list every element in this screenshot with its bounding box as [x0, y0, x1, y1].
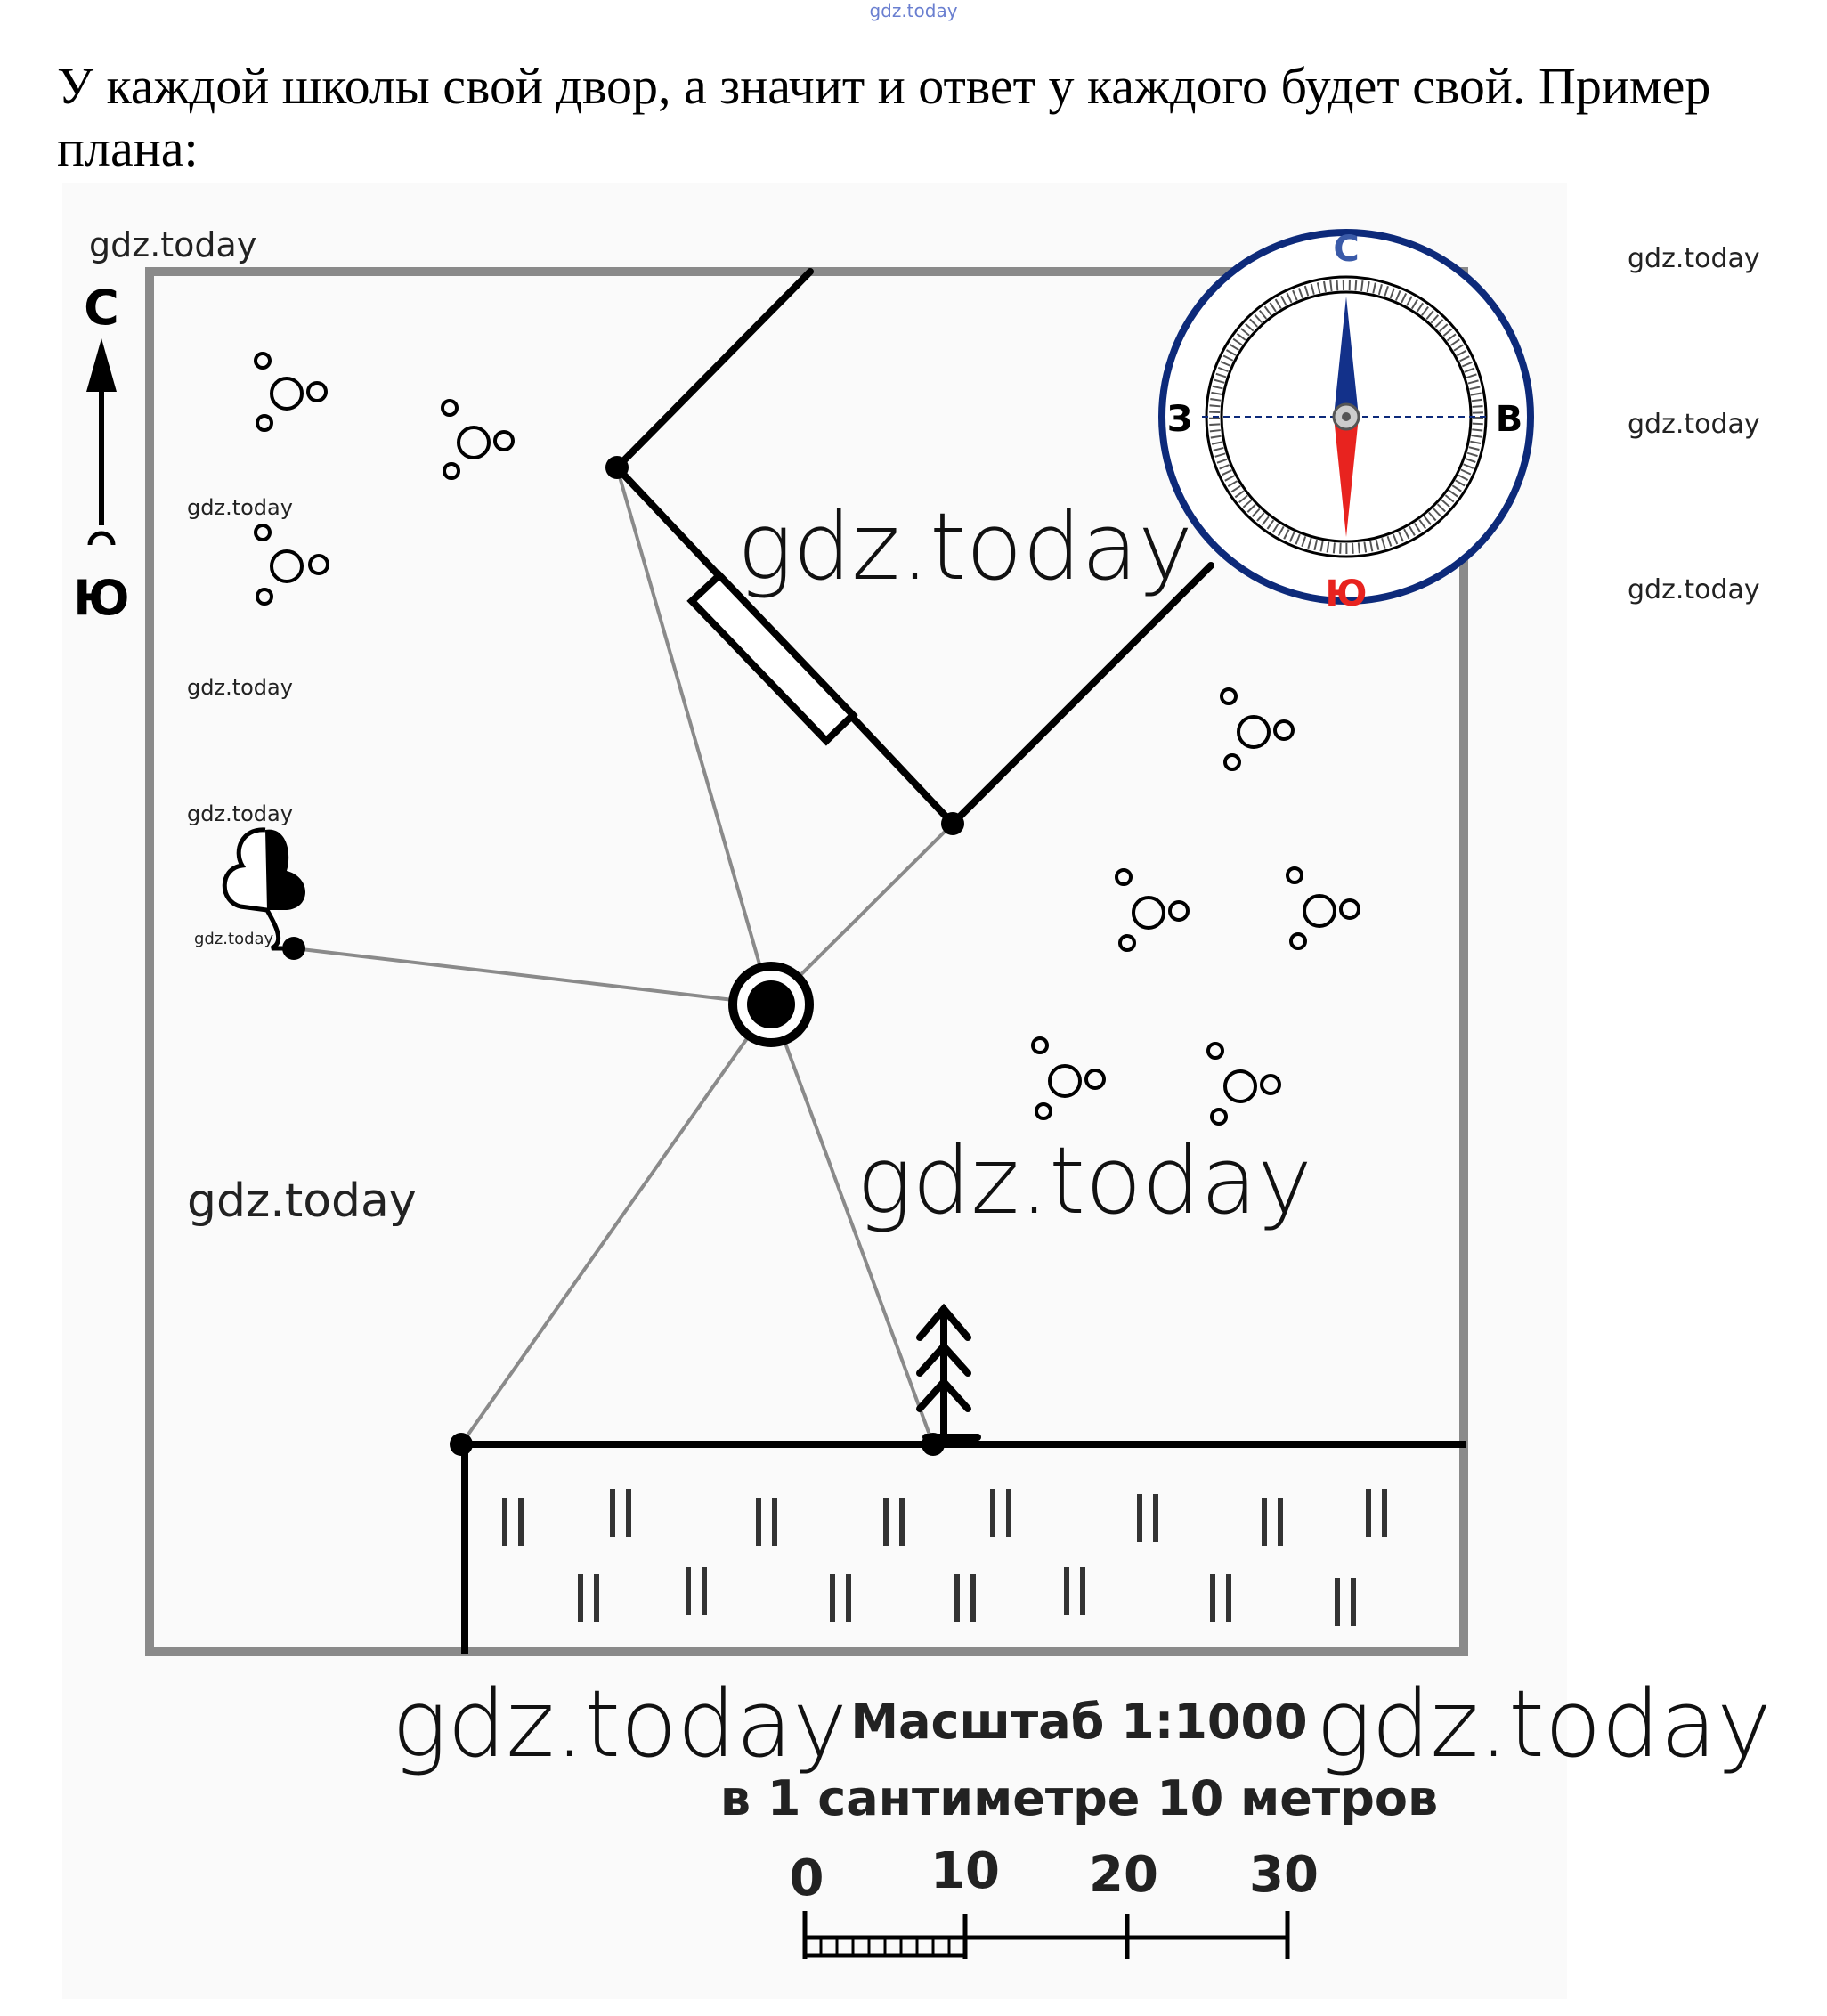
watermark: gdz.today: [857, 1126, 1312, 1235]
watermark: gdz.today: [187, 801, 293, 826]
watermark: gdz.today: [187, 495, 293, 520]
scale-tick-label: 10: [930, 1842, 1000, 1900]
watermark: gdz.today: [1316, 1670, 1772, 1778]
observation-point: [733, 966, 809, 1043]
compass-label-w: З: [1166, 399, 1193, 440]
scale-tick-label: 30: [1249, 1846, 1319, 1904]
watermark: gdz.today: [1628, 574, 1760, 606]
scale-tick-label: 20: [1089, 1846, 1158, 1904]
watermark: gdz.today: [392, 1670, 848, 1778]
watermark: gdz.today: [1628, 409, 1760, 440]
north-arrow-label-s: Ю: [73, 570, 130, 626]
watermark: gdz.today: [194, 930, 274, 948]
watermark: gdz.today: [1628, 243, 1760, 274]
north-arrow-label-n: С: [84, 280, 119, 336]
scale-subtitle: в 1 сантиметре 10 метров: [719, 1770, 1439, 1826]
scale-title: Масштаб 1:1000: [850, 1694, 1308, 1750]
compass-label-e: В: [1495, 399, 1523, 440]
top-watermark: gdz.today: [869, 0, 958, 21]
watermark: gdz.today: [187, 1175, 417, 1228]
watermark: gdz.today: [187, 675, 293, 700]
page-heading: У каждой школы свой двор, а значит и ответ у каждого будет свой. Пример плана:: [57, 57, 1711, 177]
compass-label-s: Ю: [1325, 573, 1368, 614]
compass-label-n: С: [1333, 229, 1360, 270]
scale-tick-label: 0: [789, 1849, 824, 1907]
watermark: gdz.today: [89, 225, 257, 264]
watermark: gdz.today: [737, 492, 1193, 601]
